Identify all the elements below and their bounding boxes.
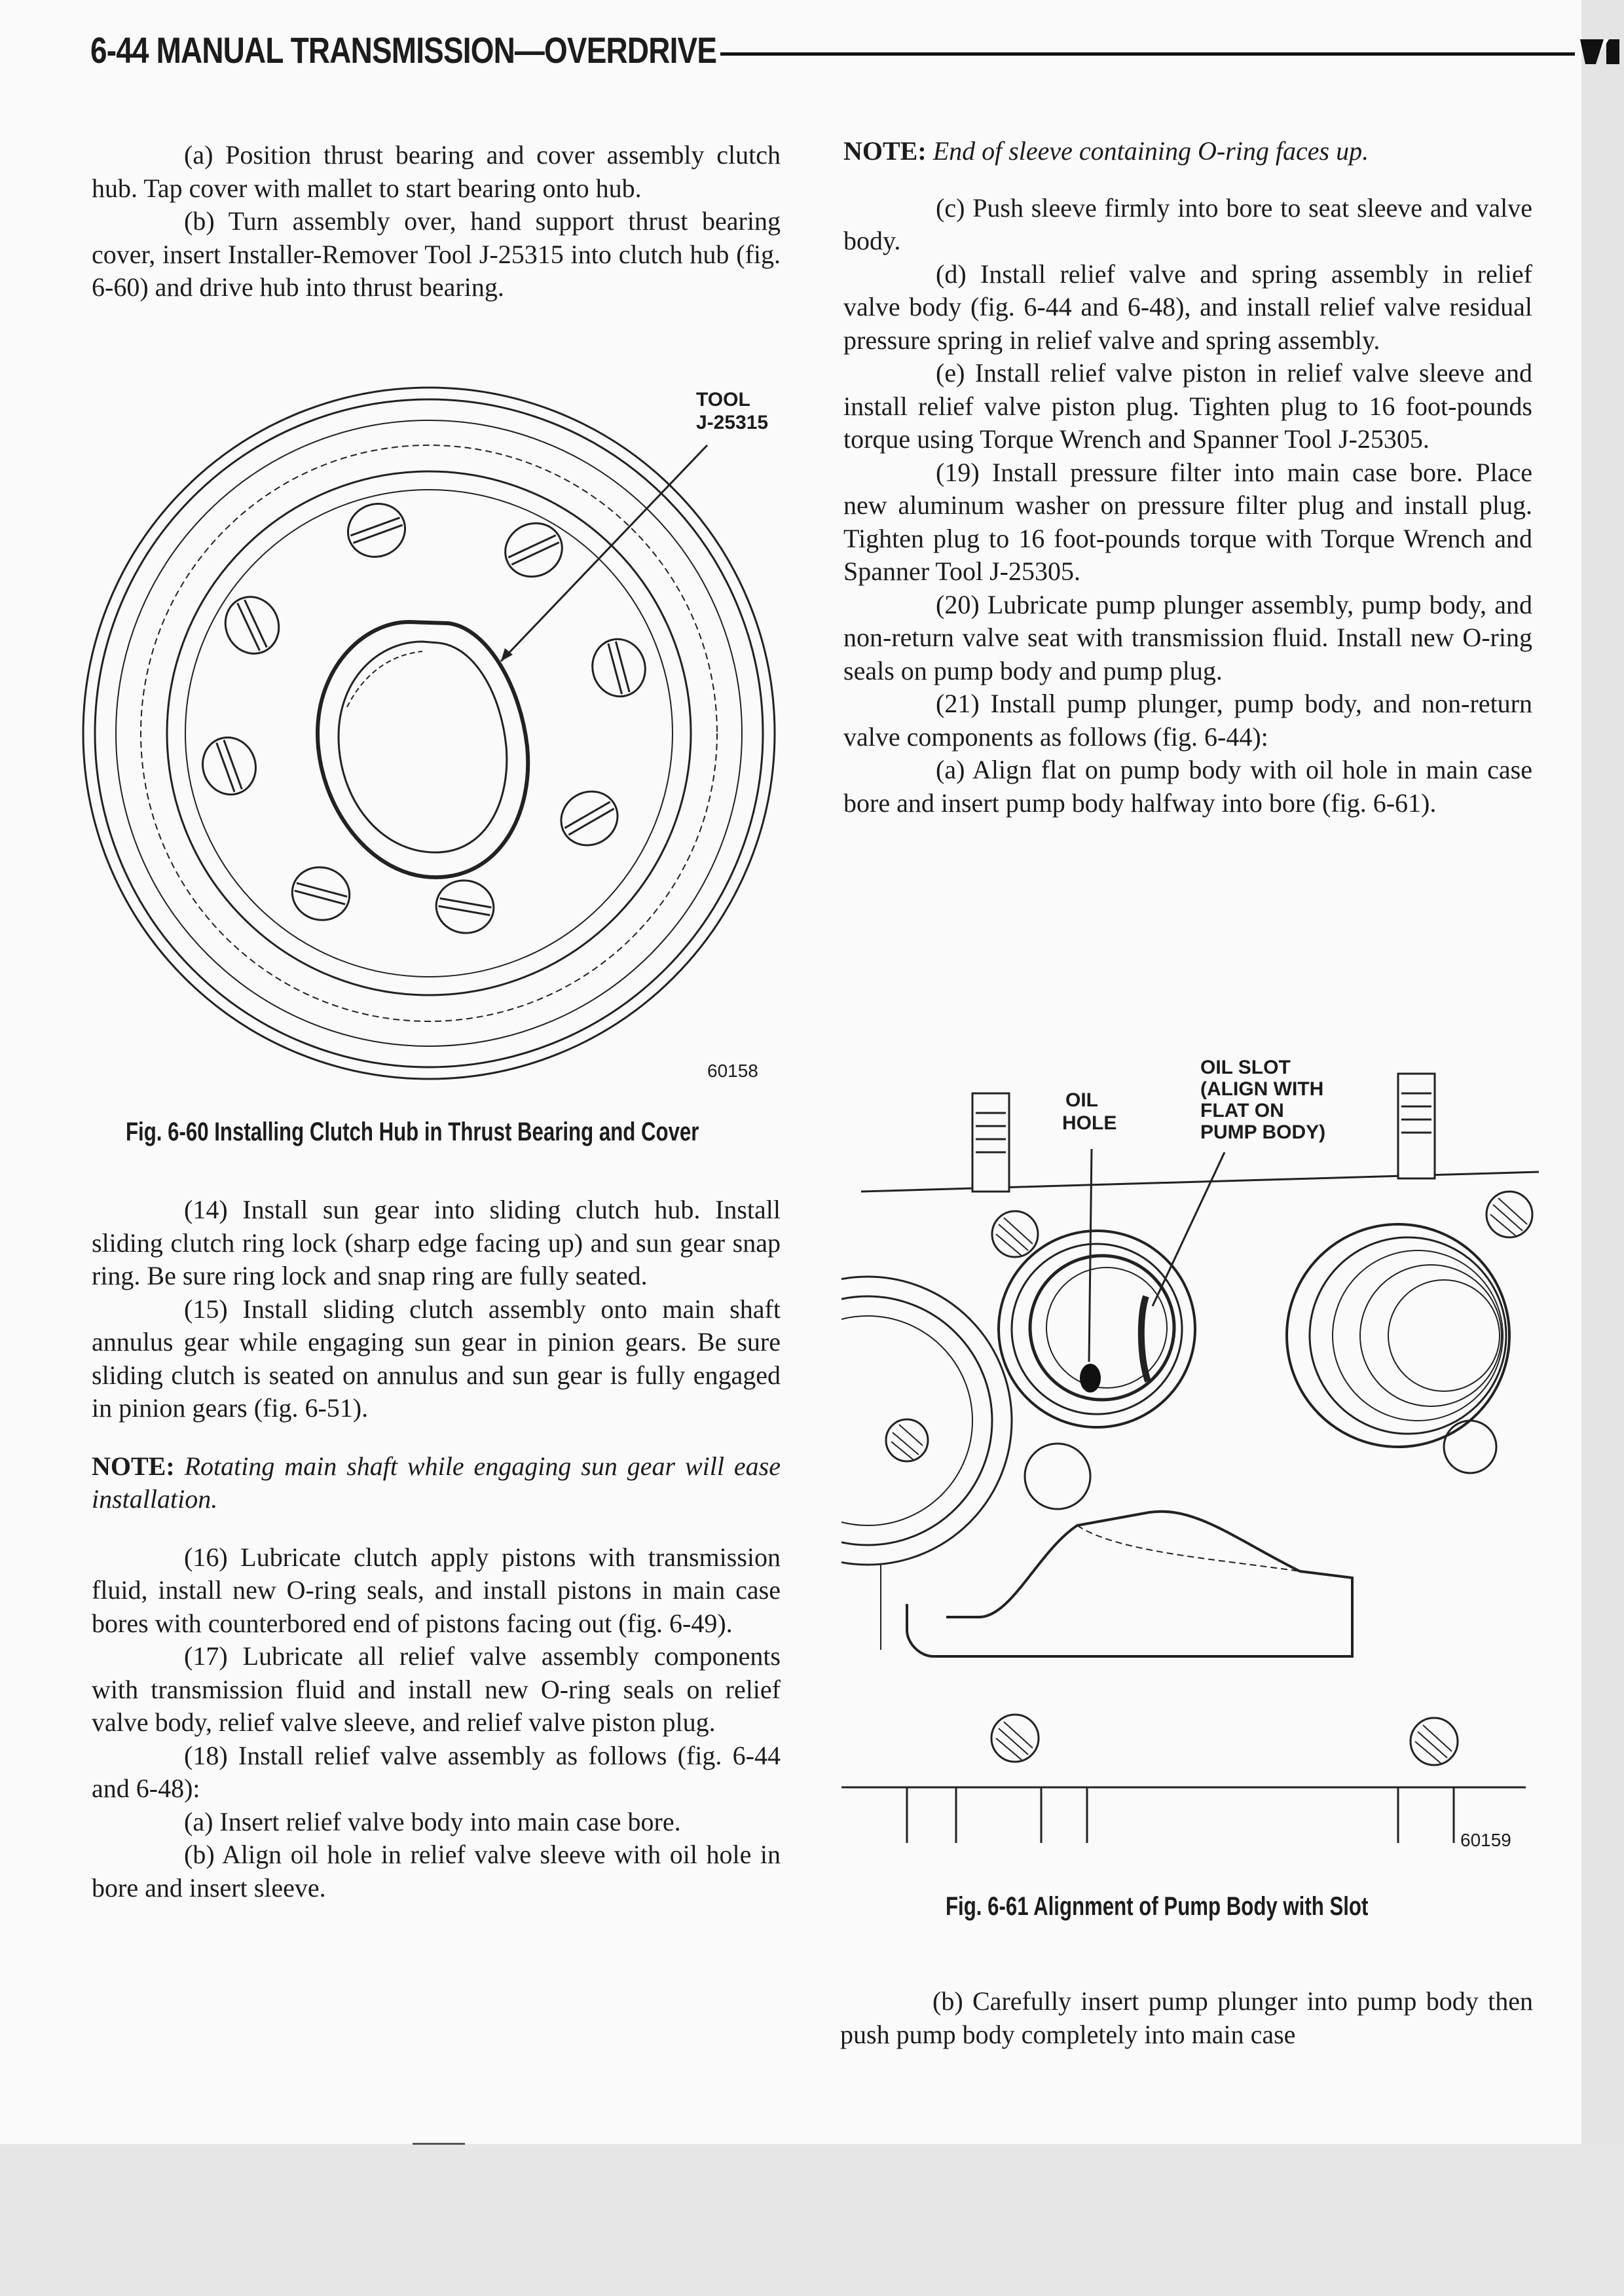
oil-slot-label-line4: PUMP BODY) — [1200, 1121, 1326, 1143]
note-sleeve — [843, 135, 1532, 168]
bolt — [341, 496, 413, 564]
step-d: (d) Install relief valve and spring assembly in relief valve body (fig. 6-44 and 6-48), and install relief valve residual pressure spring in relief valve and spring assembly. — [843, 259, 1532, 355]
figure-6-60 — [82, 380, 796, 1113]
header-rule — [720, 52, 1575, 56]
oil-hole — [1080, 1364, 1101, 1393]
note-rotating-shaft — [92, 1450, 781, 1516]
figure-number: 60159 — [1460, 1830, 1511, 1850]
footer-rule — [413, 2143, 465, 2145]
threaded-hole — [991, 1715, 1039, 1762]
stud-right — [1398, 1074, 1435, 1178]
threaded-hole — [886, 1419, 928, 1461]
right-column-bottom — [840, 1985, 1533, 2051]
oil-hole-label-line1: OIL — [1065, 1089, 1098, 1111]
figure-6-61-caption: Fig. 6-61 Alignment of Pump Body with Slot — [946, 1892, 1369, 1921]
scan-margin — [0, 2144, 1624, 2296]
step-a: (a) Position thrust bearing and cover assembly clutch hub. Tap cover with mallet to start bearing onto hub. — [92, 140, 781, 203]
pump-bore — [999, 1231, 1195, 1427]
bolt — [216, 588, 288, 663]
case-top-edge — [861, 1172, 1539, 1192]
cover-outer-rim — [83, 388, 775, 1079]
threaded-hole — [992, 1211, 1038, 1257]
figure-number: 60158 — [707, 1061, 758, 1081]
oil-hole-leader — [1089, 1149, 1092, 1362]
stud-left — [972, 1093, 1009, 1192]
bolt — [586, 633, 652, 702]
step-15: (15) Install sliding clutch assembly onto main shaft annulus gear while engaging sun gear in pinion gears. Be sure sliding clutch is seated on annulus and sun gear is fully engaged in pinion gears (fig. 6-51). — [92, 1294, 781, 1423]
bolt — [286, 861, 356, 926]
step-16: (16) Lubricate clutch apply pistons with transmission fluid, install new O-ring seals, and install pistons in main case bores with counterbored end of pistons facing out (fig. 6-49). — [92, 1542, 781, 1638]
step-18: (18) Install relief valve assembly as follows (fig. 6-44 and 6-48): — [92, 1740, 781, 1803]
pentastar-logo-icon — [1580, 34, 1621, 67]
step-18b: (b) Align oil hole in relief valve sleeve with oil hole in bore and insert sleeve. — [92, 1840, 781, 1903]
step-17: (17) Lubricate all relief valve assembly components with transmission fluid and install new O-ring seals on relief valve body, relief valve sleeve, and relief valve piston plug. — [92, 1641, 781, 1737]
bolt — [194, 730, 263, 802]
step-b: (b) Turn assembly over, hand support thrust bearing cover, insert Installer-Remover Tool J-25315 into clutch hub (fig. 6-60) and drive hub into thrust bearing. — [92, 206, 781, 302]
step-21a: (a) Align flat on pump body with oil hole in main case bore and insert pump body halfway into bore (fig. 6-61). — [843, 755, 1532, 818]
tool-label-line1: TOOL — [696, 389, 750, 410]
page-title: 6-44 MANUAL TRANSMISSION—OVERDRIVE — [90, 29, 717, 71]
step-20: (20) Lubricate pump plunger assembly, pump body, and non-return valve seat with transmission fluid. Install new O-ring seals on pump body and pump plug. — [843, 589, 1532, 685]
tool-label-line2: J-25315 — [696, 412, 769, 433]
threaded-hole — [1486, 1192, 1532, 1237]
oil-slot-leader — [1153, 1152, 1225, 1306]
left-column-top — [92, 139, 781, 304]
oil-slot-label-line2: (ALIGN WITH — [1200, 1078, 1324, 1100]
note-text: Rotating main shaft while engaging sun gear will ease installation. — [92, 1451, 781, 1514]
oil-hole-label-line2: HOLE — [1062, 1112, 1117, 1134]
left-column-bottom — [92, 1194, 781, 1904]
page-header — [90, 26, 1534, 79]
note-label: NOTE: — [843, 136, 927, 166]
step-19: (19) Install pressure filter into main case bore. Place new aluminum washer on pressure filter plug and install plug. Tighten plug to 16 foot-pounds torque with Torque Wrench and Spanner Tool J-25305. — [843, 457, 1532, 586]
step-e: (e) Install relief valve piston in relief valve sleeve and install relief valve piston plug. Tighten plug to 16 foot-pounds torque using Torque Wrench and Spanner Tool J-25305. — [843, 358, 1532, 454]
note-label: NOTE: — [92, 1451, 175, 1481]
step-14: (14) Install sun gear into sliding clutch hub. Install sliding clutch ring lock (sharp edge facing up) and sun gear snap ring. Be sure ring lock and snap ring are fully seated. — [92, 1195, 781, 1290]
bolt — [496, 514, 571, 586]
oil-slot — [1141, 1296, 1148, 1381]
figure-6-61 — [841, 1054, 1542, 1859]
bolt — [551, 781, 627, 855]
figure-6-60-caption: Fig. 6-60 Installing Clutch Hub in Thrust Bearing and Cover — [126, 1118, 699, 1146]
threaded-hole — [1411, 1718, 1458, 1765]
step-21: (21) Install pump plunger, pump body, and non-return valve components as follows (fig. 6-44): — [843, 689, 1532, 752]
oil-slot-label-line3: FLAT ON — [1200, 1100, 1284, 1121]
right-column-top — [843, 135, 1532, 820]
step-21b: (b) Carefully insert pump plunger into pump body then push pump body completely into main case — [840, 1986, 1533, 2049]
bolt — [432, 876, 498, 938]
step-18a: (a) Insert relief valve body into main case bore. — [184, 1806, 681, 1836]
step-c: (c) Push sleeve firmly into bore to seat sleeve and valve body. — [843, 192, 1532, 255]
oil-slot-label-line1: OIL SLOT — [1200, 1057, 1291, 1078]
note-text: End of sleeve containing O-ring faces up. — [932, 136, 1369, 166]
clutch-hub — [318, 622, 528, 877]
